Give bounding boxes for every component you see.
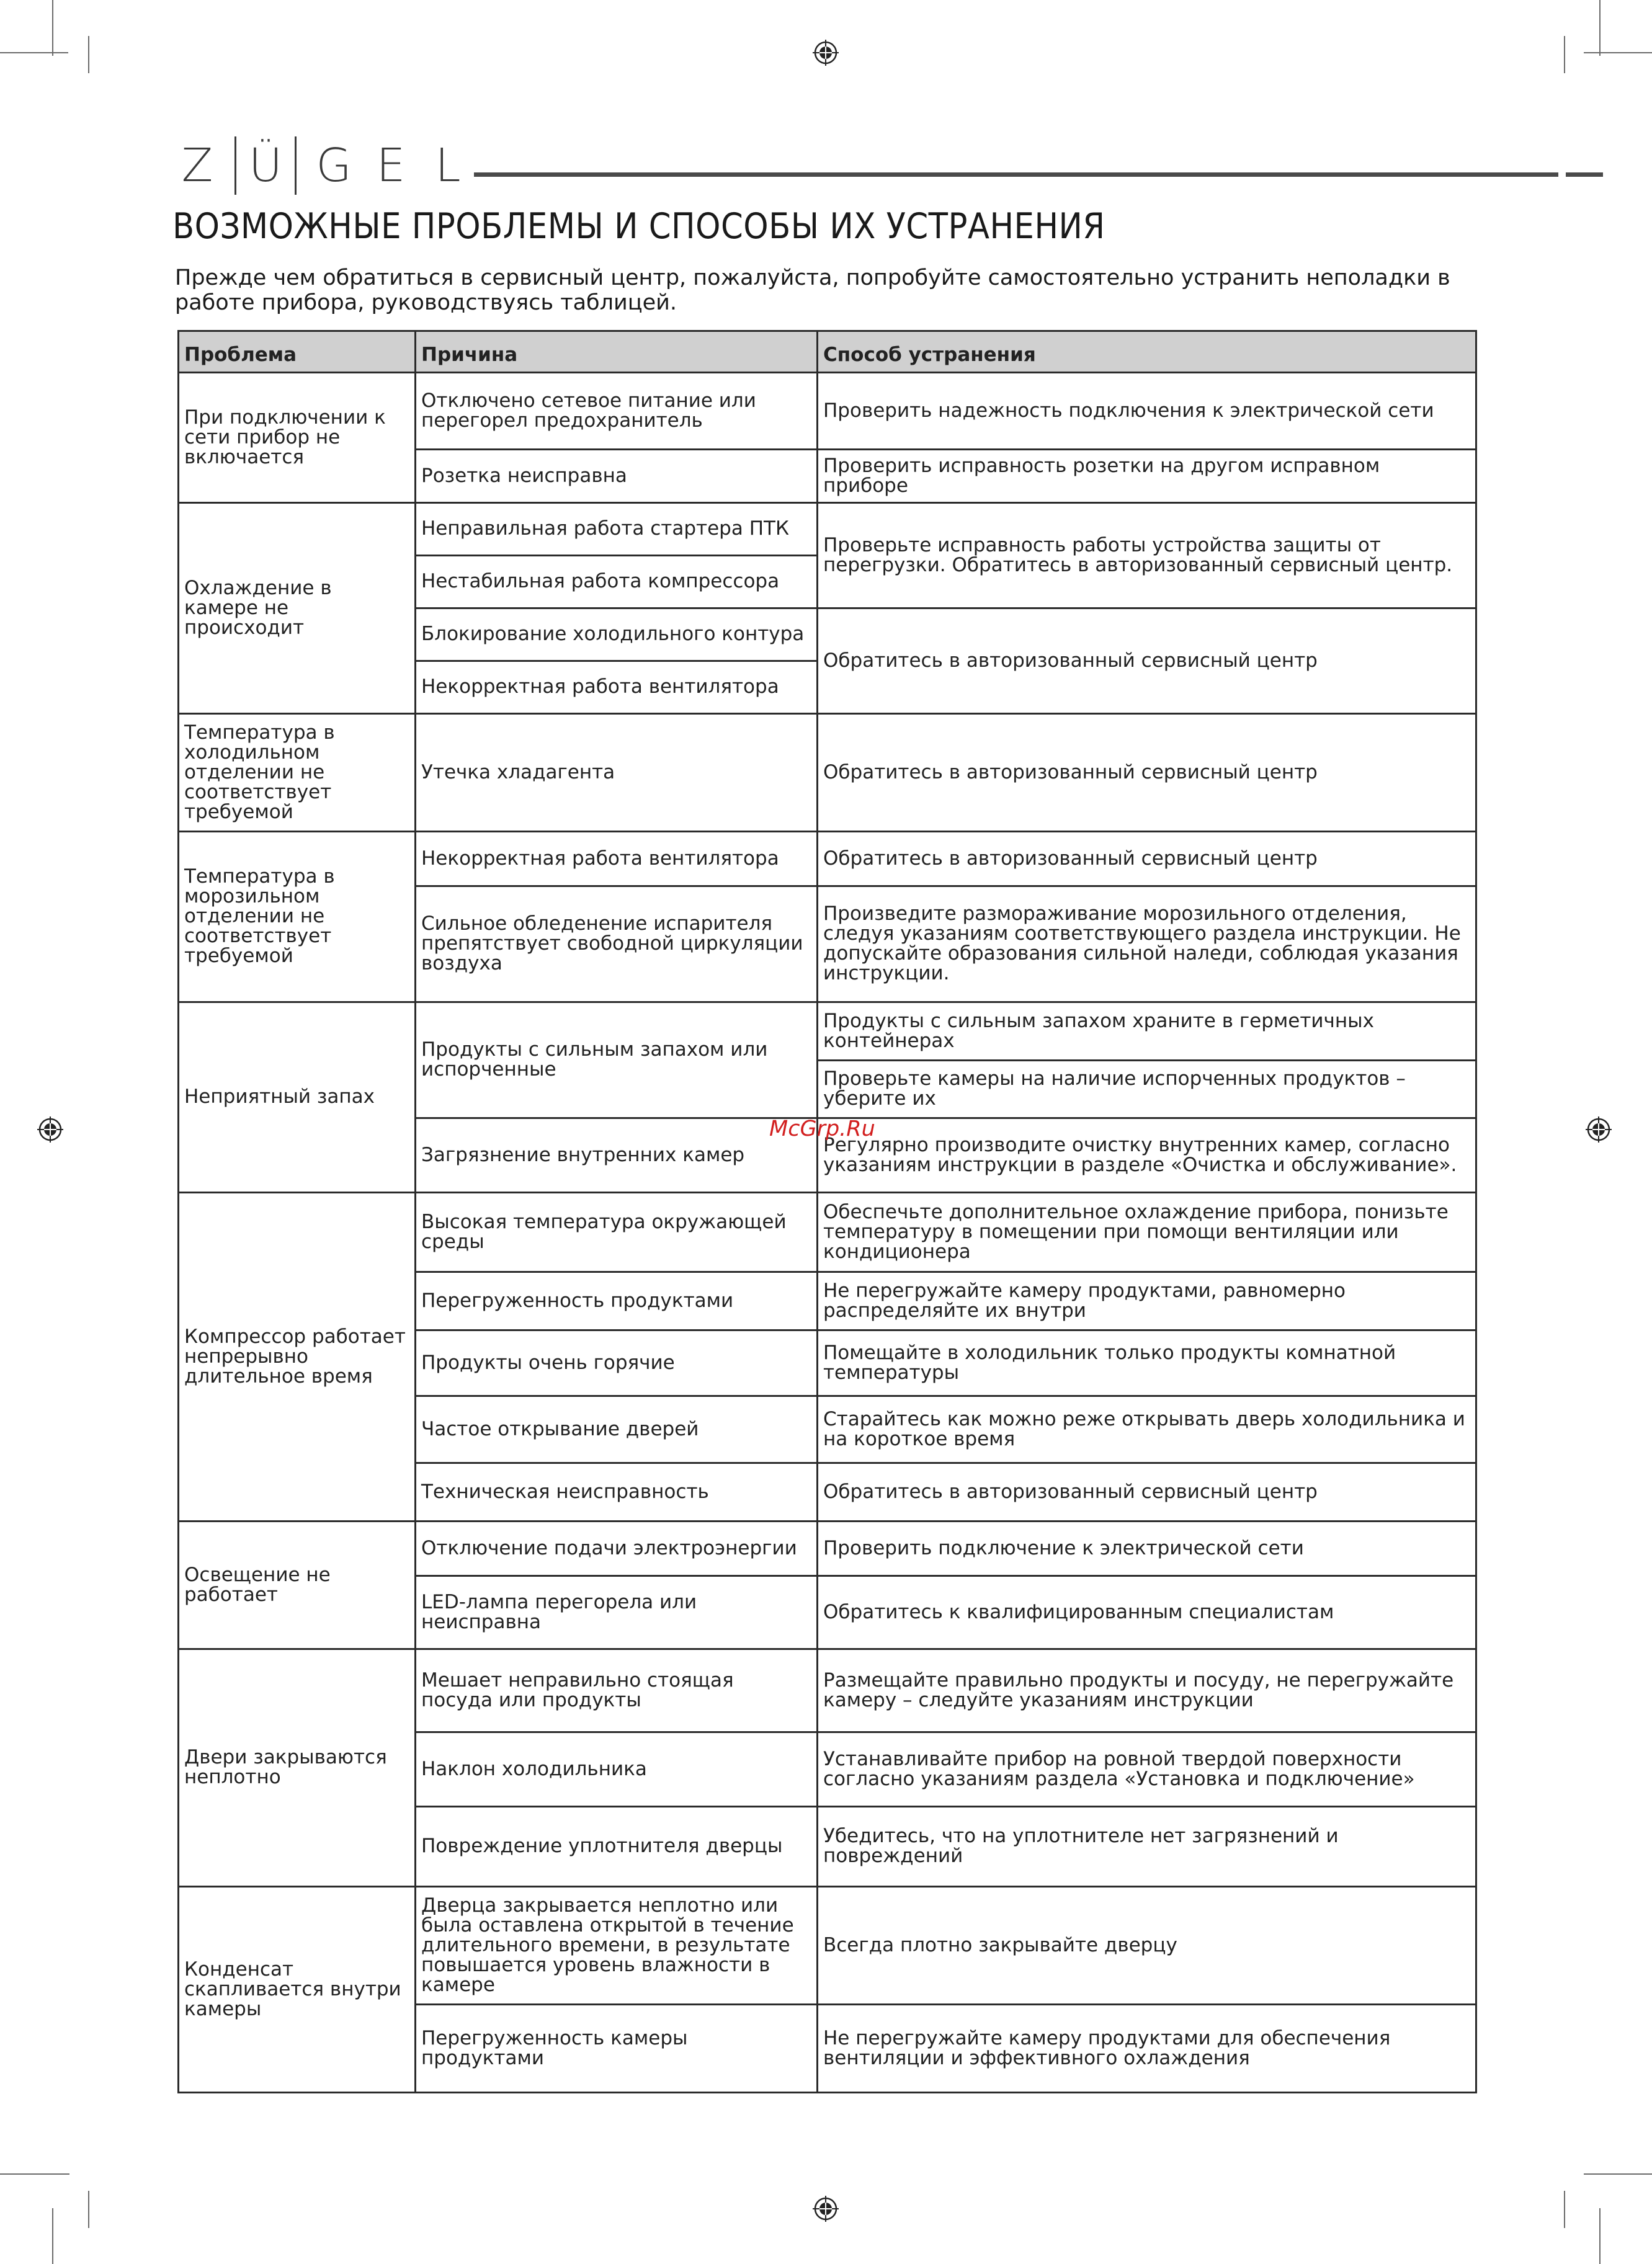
solution-cell: Не перегружайте камеру продуктами, равномерно распределяйте их внутри bbox=[818, 1272, 1476, 1330]
problem-cell: Освещение не работает bbox=[179, 1522, 416, 1649]
troubleshooting-table bbox=[177, 330, 1477, 2093]
solution-cell: Проверить подключение к электрической сети bbox=[818, 1522, 1476, 1576]
solution-cell: Обратитесь в авторизованный сервисный центр bbox=[818, 832, 1476, 886]
header-rule-end bbox=[1566, 172, 1603, 177]
solution-cell: Произведите размораживание морозильного отделения, следуя указаниям соответствующего раздела инструкции. Не допускайте образования сильной наледи, соблюдая указания инструкции. bbox=[818, 886, 1476, 1002]
table-row bbox=[179, 503, 1476, 556]
problem-cell: Неприятный запах bbox=[179, 1002, 416, 1193]
table-row bbox=[179, 1002, 1476, 1061]
brand-letter-boxed: Ü bbox=[234, 136, 297, 195]
crop-mark bbox=[1584, 2173, 1652, 2175]
solution-cell: Всегда плотно закрывайте дверцу bbox=[818, 1887, 1476, 2005]
cause-cell: Отключено сетевое питание или перегорел предохранитель bbox=[416, 373, 818, 450]
crop-mark bbox=[1584, 52, 1652, 53]
cause-cell: Блокирование холодильного контура bbox=[416, 608, 818, 661]
cause-cell: Утечка хладагента bbox=[416, 714, 818, 832]
crop-mark bbox=[1564, 36, 1565, 73]
solution-cell: Обеспечьте дополнительное охлаждение прибора, понизьте температуру в помещении при помощи вентиляции или кондиционера bbox=[818, 1193, 1476, 1272]
solution-cell: Регулярно производите очистку внутренних камер, согласно указаниям инструкции в разделе «Очистка и обслуживание». bbox=[818, 1118, 1476, 1193]
crop-mark bbox=[0, 2173, 69, 2175]
solution-cell: Проверьте исправность работы устройства защиты от перегрузки. Обратитесь в авторизованный сервисный центр. bbox=[818, 503, 1476, 608]
cause-cell: Перегруженность камеры продуктами bbox=[416, 2005, 818, 2093]
cause-cell: Высокая температура окружающей среды bbox=[416, 1193, 818, 1272]
cause-cell: Загрязнение внутренних камер bbox=[416, 1118, 818, 1193]
cause-cell: Неправильная работа стартера ПТК bbox=[416, 503, 818, 556]
brand-letter: E bbox=[376, 139, 406, 192]
cause-cell: Некорректная работа вентилятора bbox=[416, 661, 818, 714]
table-row bbox=[179, 1193, 1476, 1272]
solution-cell: Не перегружайте камеру продуктами для обеспечения вентиляции и эффективного охлаждения bbox=[818, 2005, 1476, 2093]
solution-cell: Старайтесь как можно реже открывать дверь холодильника и на короткое время bbox=[818, 1396, 1476, 1463]
solution-cell: Обратитесь в авторизованный сервисный центр bbox=[818, 1463, 1476, 1522]
solution-cell: Помещайте в холодильник только продукты комнатной температуры bbox=[818, 1330, 1476, 1396]
cause-cell: Некорректная работа вентилятора bbox=[416, 832, 818, 886]
crop-mark bbox=[1599, 2208, 1601, 2264]
solution-cell: Обратитесь к квалифицированным специалистам bbox=[818, 1576, 1476, 1649]
brand-letter: Z bbox=[181, 139, 213, 192]
solution-cell: Проверьте камеры на наличие испорченных продуктов – уберите их bbox=[818, 1061, 1476, 1118]
cause-cell: Повреждение уплотнителя дверцы bbox=[416, 1807, 818, 1887]
registration-mark-icon bbox=[813, 2196, 839, 2222]
solution-cell: Устанавливайте прибор на ровной твердой поверхности согласно указаниям раздела «Установка и подключение» bbox=[818, 1732, 1476, 1807]
brand-letter: G bbox=[316, 139, 352, 192]
crop-mark bbox=[88, 2191, 89, 2228]
cause-cell: Дверца закрывается неплотно или была оставлена открытой в течение длительного времени, в результате повышается уровень влажности в камере bbox=[416, 1887, 818, 2005]
registration-mark-icon bbox=[1586, 1116, 1612, 1143]
column-header-problem: Проблема bbox=[179, 331, 416, 373]
table-row bbox=[179, 832, 1476, 886]
crop-mark bbox=[88, 36, 89, 73]
table-row bbox=[179, 373, 1476, 450]
header-rule bbox=[474, 172, 1558, 177]
registration-mark-icon bbox=[37, 1116, 63, 1143]
watermark: McGrp.Ru bbox=[769, 1116, 875, 1141]
problem-cell: Компрессор работает непрерывно длительное время bbox=[179, 1193, 416, 1522]
column-header-cause: Причина bbox=[416, 331, 818, 373]
solution-cell: Обратитесь в авторизованный сервисный центр bbox=[818, 714, 1476, 832]
cause-cell: Техническая неисправность bbox=[416, 1463, 818, 1522]
solution-cell: Обратитесь в авторизованный сервисный центр bbox=[818, 608, 1476, 714]
solution-cell: Проверить исправность розетки на другом исправном приборе bbox=[818, 450, 1476, 503]
intro-paragraph: Прежде чем обратиться в сервисный центр, пожалуйста, попробуйте самостоятельно устранить неполадки в работе прибора, руководствуясь таблицей. bbox=[175, 265, 1450, 315]
solution-cell: Убедитесь, что на уплотнителе нет загрязнений и повреждений bbox=[818, 1807, 1476, 1887]
problem-cell: При подключении к сети прибор не включается bbox=[179, 373, 416, 503]
cause-cell: Перегруженность продуктами bbox=[416, 1272, 818, 1330]
column-header-solution: Способ устранения bbox=[818, 331, 1476, 373]
problem-cell: Охлаждение в камере не происходит bbox=[179, 503, 416, 714]
cause-cell: Частое открывание дверей bbox=[416, 1396, 818, 1463]
table-header-row bbox=[179, 331, 1476, 373]
cause-cell: Отключение подачи электроэнергии bbox=[416, 1522, 818, 1576]
crop-mark bbox=[52, 0, 53, 56]
cause-cell: Нестабильная работа компрессора bbox=[416, 556, 818, 608]
cause-cell: Розетка неисправна bbox=[416, 450, 818, 503]
brand-logo bbox=[169, 138, 476, 194]
page-title: ВОЗМОЖНЫЕ ПРОБЛЕМЫ И СПОСОБЫ ИХ УСТРАНЕНИЯ bbox=[172, 206, 1105, 247]
cause-cell: LED-лампа перегорела или неисправна bbox=[416, 1576, 818, 1649]
table-row bbox=[179, 1649, 1476, 1732]
crop-mark bbox=[1599, 0, 1601, 56]
cause-cell: Мешает неправильно стоящая посуда или продукты bbox=[416, 1649, 818, 1732]
crop-mark bbox=[0, 52, 68, 53]
crop-mark bbox=[52, 2208, 53, 2264]
problem-cell: Двери закрываются неплотно bbox=[179, 1649, 416, 1887]
solution-cell: Продукты с сильным запахом храните в герметичных контейнерах bbox=[818, 1002, 1476, 1061]
cause-cell: Сильное обледенение испарителя препятствует свободной циркуляции воздуха bbox=[416, 886, 818, 1002]
cause-cell: Продукты очень горячие bbox=[416, 1330, 818, 1396]
table-row bbox=[179, 1522, 1476, 1576]
problem-cell: Температура в морозильном отделении не соответствует требуемой bbox=[179, 832, 416, 1002]
brand-letter: L bbox=[435, 139, 461, 192]
problem-cell: Конденсат скапливается внутри камеры bbox=[179, 1887, 416, 2093]
registration-mark-icon bbox=[813, 40, 839, 66]
cause-cell: Наклон холодильника bbox=[416, 1732, 818, 1807]
table-row bbox=[179, 1887, 1476, 2005]
brand-header bbox=[169, 138, 1596, 194]
problem-cell: Температура в холодильном отделении не соответствует требуемой bbox=[179, 714, 416, 832]
table-row bbox=[179, 714, 1476, 832]
solution-cell: Проверить надежность подключения к электрической сети bbox=[818, 373, 1476, 450]
solution-cell: Размещайте правильно продукты и посуду, не перегружайте камеру – следуйте указаниям инструкции bbox=[818, 1649, 1476, 1732]
crop-mark bbox=[1564, 2191, 1565, 2228]
cause-cell: Продукты с сильным запахом или испорченные bbox=[416, 1002, 818, 1118]
